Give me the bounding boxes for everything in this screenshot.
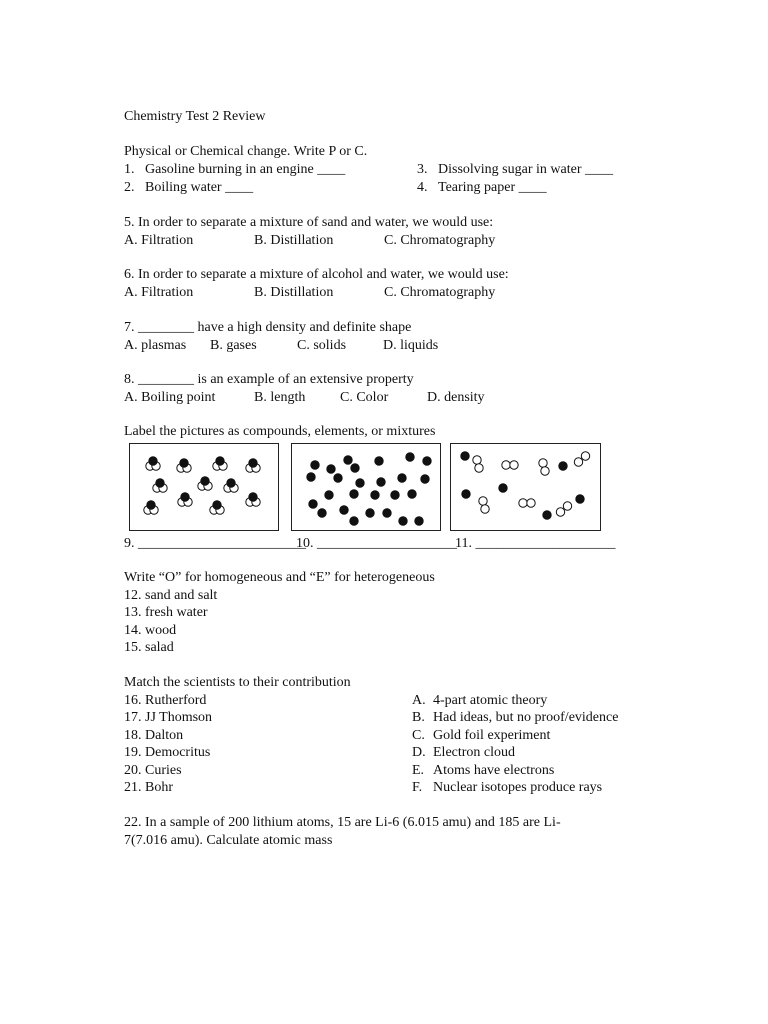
filled-atom [398, 474, 406, 482]
filled-atom [421, 475, 429, 483]
scientist-20: 20. Curies [124, 763, 182, 778]
item-3-text: Dissolving sugar in water ____ [438, 162, 613, 177]
question-22-line-1: 22. In a sample of 200 lithium atoms, 15 are Li-6 (6.015 amu) and 185 are Li- [124, 815, 561, 830]
filled-atom [307, 473, 315, 481]
q8-option-d: D. density [427, 390, 485, 405]
filled-atom [406, 453, 414, 461]
open-atom [581, 452, 589, 460]
contribution-d-text: Electron cloud [433, 745, 516, 760]
question-5: 5. In order to separate a mixture of sand and water, we would use: [124, 215, 494, 230]
physical-chemical-heading: Physical or Chemical change. Write P or C. [124, 144, 368, 159]
filled-atom [576, 495, 584, 503]
filled-atom [350, 490, 358, 498]
filled-atom [462, 490, 470, 498]
picture-11-mixture [450, 443, 601, 531]
open-atom [539, 459, 547, 467]
filled-atom [318, 509, 326, 517]
blank-11: 11. ____________________ [455, 536, 616, 551]
filled-atom [213, 501, 221, 509]
filled-atom [180, 459, 188, 467]
filled-atom [311, 461, 319, 469]
filled-atom [559, 462, 567, 470]
contribution-e-letter: E. [412, 763, 425, 778]
contribution-d-letter: D. [412, 745, 426, 760]
q5-option-a: A. Filtration [124, 233, 194, 248]
contribution-a-letter: A. [412, 693, 426, 708]
q8-option-b: B. length [254, 390, 306, 405]
item-13: 13. fresh water [124, 605, 208, 620]
contribution-b-text: Had ideas, but no proof/evidence [433, 710, 619, 725]
contribution-a-text: 4-part atomic theory [433, 693, 548, 708]
q7-option-a: A. plasmas [124, 338, 187, 353]
q7-option-b: B. gases [210, 338, 257, 353]
open-atom [527, 499, 535, 507]
picture-9-compound [129, 443, 279, 531]
filled-atom [408, 490, 416, 498]
item-1-text: Gasoline burning in an engine ____ [145, 162, 346, 177]
filled-atom [201, 477, 209, 485]
q5-option-c: C. Chromatography [384, 233, 496, 248]
filled-atom [156, 479, 164, 487]
filled-atom [325, 491, 333, 499]
item-12: 12. sand and salt [124, 588, 218, 603]
scientist-17: 17. JJ Thomson [124, 710, 213, 725]
filled-atom [147, 501, 155, 509]
filled-atom [350, 517, 358, 525]
open-atom [541, 467, 549, 475]
open-atom [473, 456, 481, 464]
filled-atom [423, 457, 431, 465]
filled-atom [377, 478, 385, 486]
contribution-c-text: Gold foil experiment [433, 728, 551, 743]
question-6: 6. In order to separate a mixture of alcohol and water, we would use: [124, 267, 509, 282]
blank-10: 10. ____________________ [296, 536, 457, 551]
scientist-19: 19. Democritus [124, 745, 211, 760]
picture-10-element [291, 443, 441, 531]
filled-atom [351, 464, 359, 472]
contribution-f-text: Nuclear isotopes produce rays [433, 780, 603, 795]
open-atom [502, 461, 510, 469]
blank-9: 9. ________________________ [124, 536, 306, 551]
filled-atom [227, 479, 235, 487]
item-3-number: 3. [417, 162, 428, 177]
q8-option-a: A. Boiling point [124, 390, 216, 405]
item-14: 14. wood [124, 623, 177, 638]
open-atom [481, 505, 489, 513]
open-atom [563, 502, 571, 510]
contribution-f-letter: F. [412, 780, 423, 795]
item-4-text: Tearing paper ____ [438, 180, 547, 195]
q6-option-c: C. Chromatography [384, 285, 496, 300]
q7-option-c: C. solids [297, 338, 347, 353]
q5-option-b: B. Distillation [254, 233, 334, 248]
filled-atom [415, 517, 423, 525]
filled-atom [216, 457, 224, 465]
open-atom [519, 499, 527, 507]
filled-atom [461, 452, 469, 460]
q8-option-c: C. Color [340, 390, 389, 405]
filled-atom [340, 506, 348, 514]
q6-option-a: A. Filtration [124, 285, 194, 300]
scientists-heading: Match the scientists to their contribution [124, 675, 351, 690]
filled-atom [366, 509, 374, 517]
open-atom [510, 461, 518, 469]
q6-option-b: B. Distillation [254, 285, 334, 300]
filled-atom [375, 457, 383, 465]
open-atom [574, 458, 582, 466]
filled-atom [543, 511, 551, 519]
filled-atom [327, 465, 335, 473]
contribution-c-letter: C. [412, 728, 425, 743]
item-2-text: Boiling water ____ [145, 180, 254, 195]
scientist-18: 18. Dalton [124, 728, 184, 743]
filled-atom [181, 493, 189, 501]
scientist-21: 21. Bohr [124, 780, 173, 795]
filled-atom [249, 459, 257, 467]
item-15: 15. salad [124, 640, 174, 655]
item-1-number: 1. [124, 162, 135, 177]
page-title: Chemistry Test 2 Review [124, 109, 266, 124]
filled-atom [356, 479, 364, 487]
question-7: 7. ________ have a high density and definite shape [124, 320, 412, 335]
filled-atom [371, 491, 379, 499]
filled-atom [149, 457, 157, 465]
question-22-line-2: 7(7.016 amu). Calculate atomic mass [124, 833, 333, 848]
filled-atom [344, 456, 352, 464]
open-atom [479, 497, 487, 505]
contribution-e-text: Atoms have electrons [433, 763, 555, 778]
q7-option-d: D. liquids [383, 338, 439, 353]
homogeneous-heading: Write “O” for homogeneous and “E” for heterogeneous [124, 570, 435, 585]
filled-atom [309, 500, 317, 508]
item-4-number: 4. [417, 180, 428, 195]
filled-atom [391, 491, 399, 499]
filled-atom [249, 493, 257, 501]
open-atom [475, 464, 483, 472]
filled-atom [383, 509, 391, 517]
open-atom [556, 508, 564, 516]
question-8: 8. ________ is an example of an extensive property [124, 372, 414, 387]
pictures-heading: Label the pictures as compounds, elements, or mixtures [124, 424, 436, 439]
item-2-number: 2. [124, 180, 135, 195]
filled-atom [399, 517, 407, 525]
filled-atom [334, 474, 342, 482]
contribution-b-letter: B. [412, 710, 425, 725]
filled-atom [499, 484, 507, 492]
scientist-16: 16. Rutherford [124, 693, 207, 708]
